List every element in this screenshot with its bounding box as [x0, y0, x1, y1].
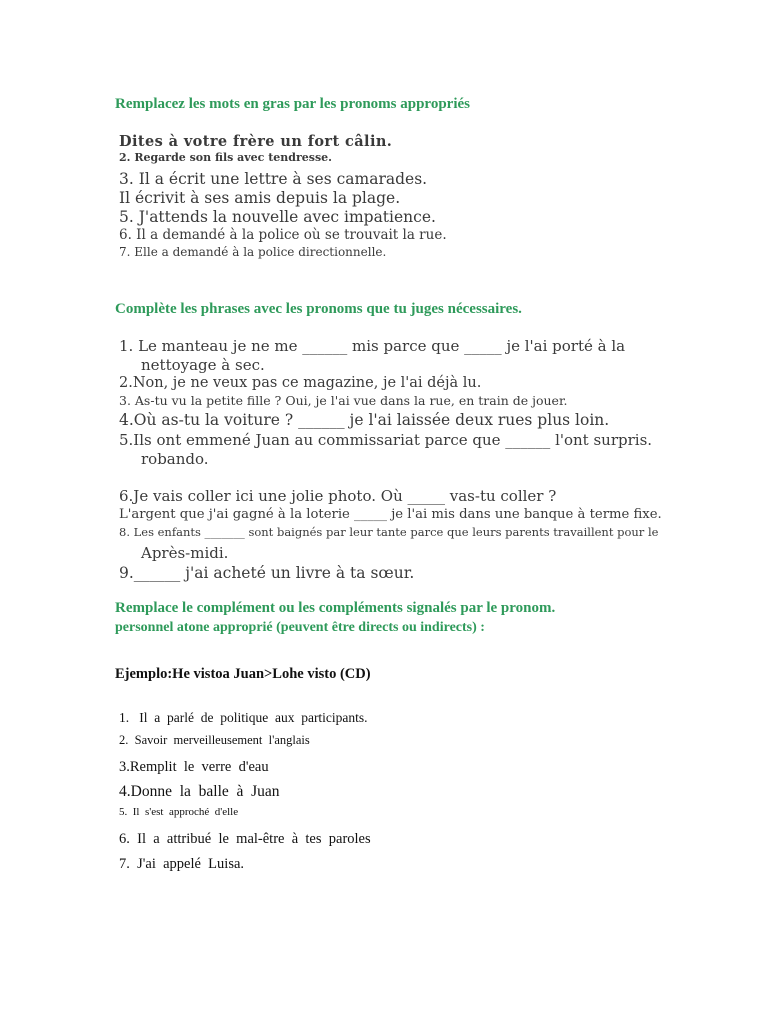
section-2-item-2: 2.Non, je ne veux pas ce magazine, je l'ai déjà lu.: [119, 375, 482, 391]
section-3-item-7: 7. J'ai appelé Luisa.: [119, 856, 245, 872]
section-2-item-8: 8. Les enfants _______ sont baignés par leur tante parce que leurs parents travaillent pour le: [119, 525, 659, 539]
section-1-item-5: 5. J'attends la nouvelle avec impatience.: [119, 208, 436, 226]
section-2-item-7: L'argent que j'ai gagné à la loterie _____ je l'ai mis dans une banque à terme fixe.: [119, 507, 662, 522]
section-2-item-5: 5.Ils ont emmené Juan au commissariat parce que ______ l'ont surpris.: [119, 431, 653, 449]
section-3-item-3: 3.Remplit le verre d'eau: [119, 759, 269, 775]
section-1-item-1: Dites à votre frère un fort câlin.: [119, 133, 393, 150]
section-3-item-1: 1. Il a parlé de politique aux participants.: [119, 710, 368, 725]
section-1-item-4: Il écrivit à ses amis depuis la plage.: [119, 189, 401, 207]
section-1-item-3: 3. Il a écrit une lettre à ses camarades.: [119, 170, 428, 188]
section-2-item-4: 4.Où as-tu la voiture ? ______ je l'ai laissée deux rues plus loin.: [119, 411, 610, 429]
section-3-item-4: 4.Donne la balle à Juan: [119, 783, 280, 800]
section-2-item-1: 1. Le manteau je ne me ______ mis parce que _____ je l'ai porté à la: [119, 337, 626, 355]
example-line: Ejemplo:He vistoa Juan>Lohe visto (CD): [115, 666, 371, 682]
section-1-item-6: 6. Il a demandé à la police où se trouvait la rue.: [119, 227, 447, 243]
section-3-heading-line-2: personnel atone approprié (peuvent être directs ou indirects) :: [115, 620, 485, 635]
section-3-item-6: 6. Il a attribué le mal-être à tes paroles: [119, 831, 371, 847]
section-2-item-3: 3. As-tu vu la petite fille ? Oui, je l'ai vue dans la rue, en train de jouer.: [119, 393, 568, 408]
section-2-heading: Complète les phrases avec les pronoms que tu juges nécessaires.: [115, 301, 522, 317]
section-3-item-2: 2. Savoir merveilleusement l'anglais: [119, 733, 310, 747]
section-1-heading: Remplacez les mots en gras par les pronoms appropriés: [115, 96, 470, 112]
section-2-item-6: 6.Je vais coller ici une jolie photo. Où _____ vas-tu coller ?: [119, 487, 557, 505]
section-1-item-2: 2. Regarde son fils avec tendresse.: [119, 151, 332, 164]
section-2-item-8-continued: Après-midi.: [141, 544, 229, 562]
section-2-item-9: 9.______ j'ai acheté un livre à ta sœur.: [119, 564, 415, 582]
section-2-item-1-continued: nettoyage à sec.: [141, 356, 265, 374]
section-2-item-5-continued: robando.: [141, 450, 209, 468]
section-3-item-5: 5. Il s'est approché d'elle: [119, 806, 239, 818]
section-3-heading: Remplace le complément ou les compléments signalés par le pronom.: [115, 600, 556, 616]
section-1-item-7: 7. Elle a demandé à la police directionnelle.: [119, 245, 387, 259]
